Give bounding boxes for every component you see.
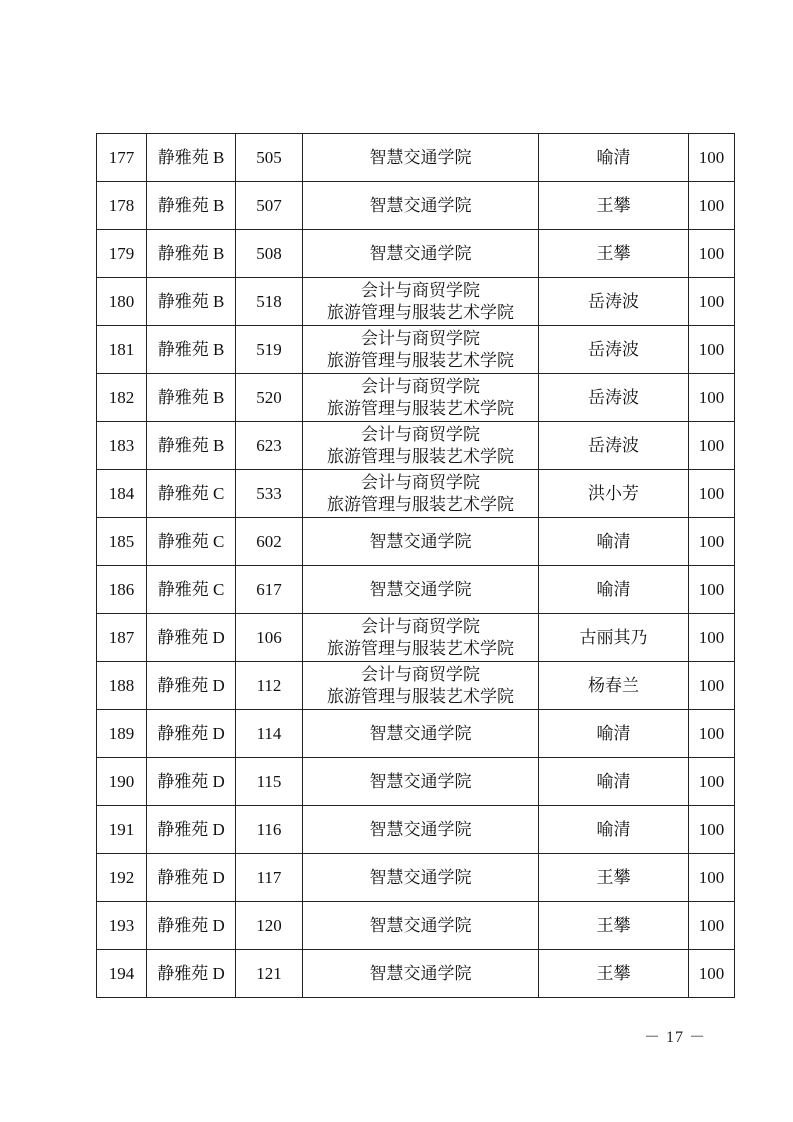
room-number-cell: 115 — [236, 758, 303, 806]
room-number-cell: 533 — [236, 470, 303, 518]
manager-cell: 王攀 — [539, 182, 689, 230]
row-number-cell: 177 — [97, 134, 147, 182]
building-cell: 静雅苑 D — [147, 662, 236, 710]
room-number-cell: 507 — [236, 182, 303, 230]
score-cell: 100 — [689, 662, 735, 710]
college-name: 智慧交通学院 — [369, 147, 472, 167]
table-row — [97, 470, 735, 518]
manager-cell: 杨春兰 — [539, 662, 689, 710]
manager-cell: 洪小芳 — [539, 470, 689, 518]
room-number-cell: 519 — [236, 326, 303, 374]
building-cell: 静雅苑 B — [147, 134, 236, 182]
college-name: 会计与商贸学院 — [361, 280, 480, 300]
building-cell: 静雅苑 D — [147, 902, 236, 950]
table-row — [97, 566, 735, 614]
college-cell — [303, 614, 539, 662]
row-number-cell: 179 — [97, 230, 147, 278]
manager-cell: 岳涛波 — [539, 326, 689, 374]
college-name: 会计与商贸学院 — [361, 376, 480, 396]
college-name: 智慧交通学院 — [369, 915, 472, 935]
manager-cell: 喻清 — [539, 134, 689, 182]
score-cell: 100 — [689, 518, 735, 566]
college-cell — [303, 662, 539, 710]
room-number-cell: 120 — [236, 902, 303, 950]
table-row — [97, 662, 735, 710]
room-number-cell: 116 — [236, 806, 303, 854]
college-cell — [303, 758, 539, 806]
room-number-cell: 114 — [236, 710, 303, 758]
row-number-cell: 186 — [97, 566, 147, 614]
college-name: 旅游管理与服装艺术学院 — [327, 494, 514, 514]
building-cell: 静雅苑 B — [147, 374, 236, 422]
building-cell: 静雅苑 D — [147, 758, 236, 806]
score-cell: 100 — [689, 710, 735, 758]
college-cell — [303, 422, 539, 470]
table-row — [97, 278, 735, 326]
table-row — [97, 710, 735, 758]
college-cell — [303, 374, 539, 422]
building-cell: 静雅苑 D — [147, 854, 236, 902]
college-name: 会计与商贸学院 — [361, 424, 480, 444]
row-number-cell: 185 — [97, 518, 147, 566]
building-cell: 静雅苑 D — [147, 950, 236, 998]
room-number-cell: 508 — [236, 230, 303, 278]
college-name: 智慧交通学院 — [369, 195, 472, 215]
row-number-cell: 178 — [97, 182, 147, 230]
row-number-cell: 184 — [97, 470, 147, 518]
score-cell: 100 — [689, 374, 735, 422]
table-row — [97, 806, 735, 854]
row-number-cell: 190 — [97, 758, 147, 806]
college-cell — [303, 950, 539, 998]
manager-cell: 岳涛波 — [539, 278, 689, 326]
room-number-cell: 623 — [236, 422, 303, 470]
score-cell: 100 — [689, 470, 735, 518]
room-number-cell: 505 — [236, 134, 303, 182]
manager-cell: 王攀 — [539, 230, 689, 278]
row-number-cell: 182 — [97, 374, 147, 422]
college-cell — [303, 518, 539, 566]
college-name: 智慧交通学院 — [369, 531, 472, 551]
college-name: 旅游管理与服装艺术学院 — [327, 302, 514, 322]
table-row — [97, 374, 735, 422]
row-number-cell: 192 — [97, 854, 147, 902]
college-cell — [303, 710, 539, 758]
table-row — [97, 902, 735, 950]
table-row — [97, 326, 735, 374]
row-number-cell: 187 — [97, 614, 147, 662]
college-name: 会计与商贸学院 — [361, 472, 480, 492]
room-number-cell: 112 — [236, 662, 303, 710]
row-number-cell: 188 — [97, 662, 147, 710]
row-number-cell: 194 — [97, 950, 147, 998]
row-number-cell: 180 — [97, 278, 147, 326]
manager-cell: 岳涛波 — [539, 422, 689, 470]
score-cell: 100 — [689, 230, 735, 278]
manager-cell: 王攀 — [539, 902, 689, 950]
college-cell — [303, 326, 539, 374]
table-row — [97, 182, 735, 230]
college-cell — [303, 566, 539, 614]
building-cell: 静雅苑 B — [147, 278, 236, 326]
manager-cell: 古丽其乃 — [539, 614, 689, 662]
college-name: 智慧交通学院 — [369, 243, 472, 263]
score-cell: 100 — [689, 182, 735, 230]
table-row — [97, 422, 735, 470]
dormitory-score-table — [96, 133, 735, 998]
college-name: 智慧交通学院 — [369, 819, 472, 839]
college-name: 智慧交通学院 — [369, 867, 472, 887]
room-number-cell: 117 — [236, 854, 303, 902]
score-cell: 100 — [689, 422, 735, 470]
score-cell: 100 — [689, 950, 735, 998]
college-cell — [303, 278, 539, 326]
college-cell — [303, 470, 539, 518]
room-number-cell: 518 — [236, 278, 303, 326]
college-name: 智慧交通学院 — [369, 723, 472, 743]
college-name: 智慧交通学院 — [369, 579, 472, 599]
college-name: 智慧交通学院 — [369, 771, 472, 791]
table-row — [97, 134, 735, 182]
row-number-cell: 189 — [97, 710, 147, 758]
manager-cell: 喻清 — [539, 710, 689, 758]
manager-cell: 王攀 — [539, 854, 689, 902]
room-number-cell: 602 — [236, 518, 303, 566]
manager-cell: 王攀 — [539, 950, 689, 998]
building-cell: 静雅苑 B — [147, 182, 236, 230]
table-row — [97, 230, 735, 278]
college-name: 旅游管理与服装艺术学院 — [327, 350, 514, 370]
building-cell: 静雅苑 D — [147, 710, 236, 758]
college-cell — [303, 854, 539, 902]
score-cell: 100 — [689, 758, 735, 806]
room-number-cell: 520 — [236, 374, 303, 422]
manager-cell: 喻清 — [539, 518, 689, 566]
college-name: 旅游管理与服装艺术学院 — [327, 686, 514, 706]
manager-cell: 岳涛波 — [539, 374, 689, 422]
score-cell: 100 — [689, 614, 735, 662]
college-cell — [303, 182, 539, 230]
building-cell: 静雅苑 B — [147, 422, 236, 470]
college-name: 旅游管理与服装艺术学院 — [327, 446, 514, 466]
score-cell: 100 — [689, 566, 735, 614]
college-name: 旅游管理与服装艺术学院 — [327, 398, 514, 418]
building-cell: 静雅苑 B — [147, 326, 236, 374]
row-number-cell: 181 — [97, 326, 147, 374]
college-name: 会计与商贸学院 — [361, 664, 480, 684]
row-number-cell: 193 — [97, 902, 147, 950]
table-row — [97, 518, 735, 566]
table-row — [97, 950, 735, 998]
row-number-cell: 183 — [97, 422, 147, 470]
room-number-cell: 106 — [236, 614, 303, 662]
room-number-cell: 121 — [236, 950, 303, 998]
manager-cell: 喻清 — [539, 806, 689, 854]
building-cell: 静雅苑 D — [147, 806, 236, 854]
building-cell: 静雅苑 B — [147, 230, 236, 278]
college-cell — [303, 806, 539, 854]
score-cell: 100 — [689, 326, 735, 374]
college-name: 智慧交通学院 — [369, 963, 472, 983]
college-name: 会计与商贸学院 — [361, 328, 480, 348]
score-cell: 100 — [689, 854, 735, 902]
manager-cell: 喻清 — [539, 566, 689, 614]
score-cell: 100 — [689, 902, 735, 950]
page-number: － 17 － — [643, 1029, 706, 1046]
building-cell: 静雅苑 C — [147, 566, 236, 614]
college-name: 会计与商贸学院 — [361, 616, 480, 636]
college-name: 旅游管理与服装艺术学院 — [327, 638, 514, 658]
score-cell: 100 — [689, 806, 735, 854]
row-number-cell: 191 — [97, 806, 147, 854]
table-row — [97, 854, 735, 902]
manager-cell: 喻清 — [539, 758, 689, 806]
building-cell: 静雅苑 C — [147, 470, 236, 518]
college-cell — [303, 902, 539, 950]
building-cell: 静雅苑 C — [147, 518, 236, 566]
table-row — [97, 758, 735, 806]
college-cell — [303, 134, 539, 182]
college-cell — [303, 230, 539, 278]
building-cell: 静雅苑 D — [147, 614, 236, 662]
room-number-cell: 617 — [236, 566, 303, 614]
table-body — [97, 134, 735, 998]
score-cell: 100 — [689, 134, 735, 182]
table-row — [97, 614, 735, 662]
score-cell: 100 — [689, 278, 735, 326]
